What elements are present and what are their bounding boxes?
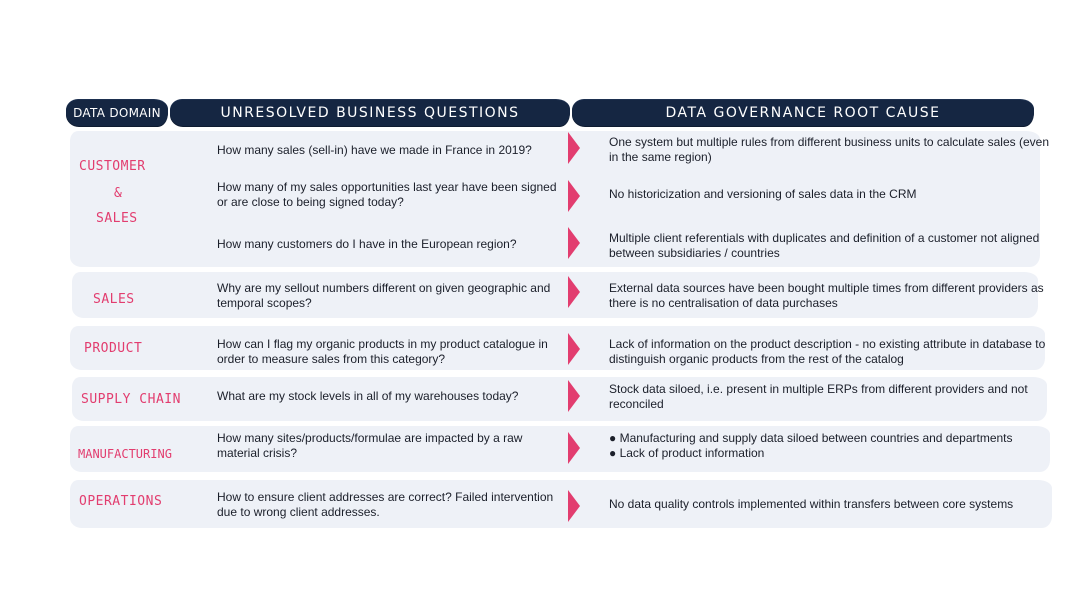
domain-manufacturing-label: MANUFACTURING	[78, 447, 172, 461]
root-cause-text: No historicization and versioning of sales data in the CRM	[609, 187, 917, 201]
root-cause-text: No data quality controls implemented within transfers between core systems	[609, 497, 1014, 511]
chevron-right-icon	[566, 331, 582, 367]
root-cause-bullet: ● Manufacturing and supply data siloed between countries and departments	[609, 431, 1013, 445]
question-text: How can I flag my organic products in my product catalogue in order to measure sales from this category?	[217, 337, 548, 366]
chevron-right-icon	[566, 430, 582, 466]
chevron-right-icon	[566, 178, 582, 214]
domain-ampersand-label: &	[114, 186, 123, 201]
business-questions-header: UNRESOLVED BUSINESS QUESTIONS	[170, 100, 570, 126]
question-text: How to ensure client addresses are correct? Failed intervention due to wrong client addresses.	[217, 490, 554, 519]
question-text: How many of my sales opportunities last year have been signed or are close to being signed today?	[217, 180, 557, 209]
chevron-right-icon	[566, 378, 582, 414]
root-cause-text: External data sources have been bought multiple times from different providers as there is no centralisation of data purchases	[609, 281, 1044, 310]
question-text: What are my stock levels in all of my warehouses today?	[217, 389, 519, 403]
question-text: Why are my sellout numbers different on given geographic and temporal scopes?	[217, 281, 551, 310]
domain-product-label: PRODUCT	[84, 341, 143, 356]
domain-sales-label-2: SALES	[93, 292, 135, 307]
root-cause-bullet: ● Lack of product information	[609, 446, 765, 460]
root-cause-text: Lack of information on the product description - no existing attribute in database to distinguish organic products from the rest of the catalog	[609, 337, 1046, 366]
question-text: How many sites/products/formulae are impacted by a raw material crisis?	[217, 431, 523, 460]
domain-supply-chain-label: SUPPLY CHAIN	[81, 392, 181, 407]
root-cause-text: Multiple client referentials with duplicates and definition of a customer not aligned between subsidiaries / countries	[609, 231, 1040, 260]
domain-sales-label-1: SALES	[96, 211, 138, 226]
root-cause-text: Stock data siloed, i.e. present in multiple ERPs from different providers and not reconciled	[609, 382, 1028, 411]
root-cause-text: One system but multiple rules from different business units to calculate sales (even in the same region)	[609, 135, 1049, 164]
question-text: How many sales (sell-in) have we made in France in 2019?	[217, 143, 532, 157]
domain-operations-label: OPERATIONS	[79, 494, 163, 509]
question-text: How many customers do I have in the European region?	[217, 237, 517, 251]
chevron-right-icon	[566, 225, 582, 261]
chevron-right-icon	[566, 274, 582, 310]
root-cause-header: DATA GOVERNANCE ROOT CAUSE	[572, 100, 1034, 126]
data-domain-header: DATA DOMAIN	[66, 100, 168, 126]
domain-customer-label: CUSTOMER	[79, 159, 146, 174]
chevron-right-icon	[566, 488, 582, 524]
chevron-right-icon	[566, 130, 582, 166]
